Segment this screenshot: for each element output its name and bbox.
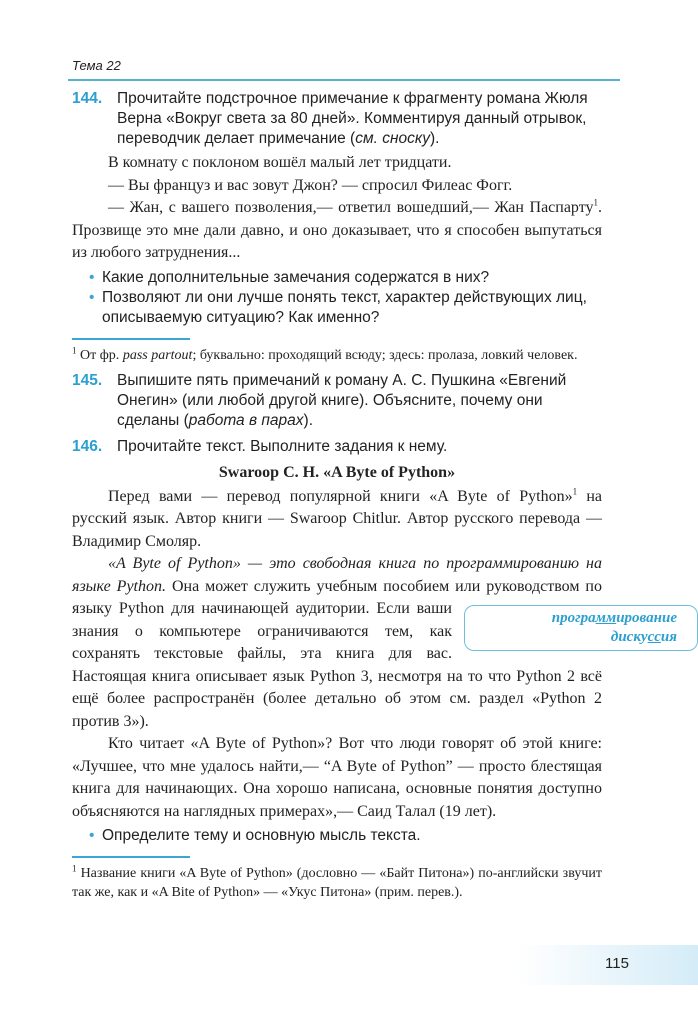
header-divider [68, 79, 620, 81]
task-145 [72, 371, 602, 431]
passage [72, 486, 677, 824]
quote [72, 152, 602, 265]
footnote-divider [72, 856, 190, 858]
text: ). [303, 411, 313, 429]
text: програ [551, 610, 596, 626]
page-number: 115 [605, 955, 629, 972]
task-number: 145. [72, 371, 103, 389]
footnote-divider [72, 338, 190, 340]
text: ия [660, 629, 677, 645]
quote-line [72, 197, 602, 265]
footnote-mark: 1 [72, 863, 77, 874]
quote-line: В комнату с поклоном вошёл малый лет тридцати. [108, 154, 452, 171]
vocabulary-box [464, 605, 698, 651]
footnote [72, 346, 602, 365]
text: Определите тему и основную мысль текста. [102, 827, 421, 844]
text: . Прозвище это мне дали давно, и оно доказывает, что я способен выпутаться из любого затруднения... [72, 199, 602, 261]
page-content [72, 89, 677, 902]
text: диску [610, 629, 648, 645]
task-144-prompt [72, 89, 602, 149]
topic-label: Тема 22 [72, 58, 121, 73]
bullets [72, 268, 602, 328]
text: Выпишите пять примечаний к роману А. С. Пушкина «Евгений Онегин» (или любой другой книге). Объясните, почему они сделаны ( [117, 371, 567, 429]
task-144 [72, 89, 602, 365]
task-text [117, 371, 602, 431]
text: ). [429, 130, 440, 147]
text: Перед вами — перевод популярной книги «A Byte of Python» [108, 487, 573, 505]
paragraph [72, 486, 602, 554]
text-underlined: мм [595, 610, 617, 626]
text-title: Swaroop C. H. «A Byte of Python» [218, 463, 456, 481]
footnote-mark: 1 [72, 344, 77, 355]
task-text [117, 89, 602, 149]
text-em: pass partout [122, 347, 193, 363]
footnote-ref[interactable]: 1 [593, 197, 598, 208]
footnote-ref[interactable]: 1 [572, 486, 578, 497]
vocab-word [485, 609, 677, 628]
task-146-prompt [72, 437, 602, 457]
bullet-item [72, 288, 602, 328]
text: на русский язык. Автор книги — Swaroop Chitlur. Автор русского перевода — Владимир Смоляр. [72, 487, 603, 550]
bullet-icon: • [89, 268, 95, 286]
bullet-item [72, 826, 602, 846]
task-number: 144. [72, 90, 103, 107]
text: Название книги «A Byte of Python» (дословно — «Байт Питона») по-английски звучит так же, как и «A Bite of Python» — «Укус Питона» (прим. перев.). [72, 866, 602, 900]
text: Прочитайте подстрочное примечание к фрагменту романа Жюля Верна «Вокруг света за 80 дней». Комментируя данный отрывок, переводчик делает примечание ( [117, 90, 588, 147]
task-text: Прочитайте текст. Выполните задания к нему. [117, 437, 448, 455]
bullet-icon: • [89, 288, 95, 306]
task-146 [72, 437, 677, 903]
text: Какие дополнительные замечания содержатся в них? [102, 268, 490, 286]
paragraph [72, 553, 677, 733]
text: Она может служить учебным пособием или руководством по языку Python для начинающей аудитории. Если ваши знания о компьютере ограничиваются тем, как сохранять текстовые файлы, эта книга для вас. Настоящая книга описывает язык Python 3, несмотря на то что Python 2 всё ещё более распространён (более детально об этом см. раздел «Python 2 против 3»). [72, 577, 602, 730]
text-em: см. сноску [355, 130, 430, 147]
text: ирование [616, 610, 677, 626]
quote-line: — Вы француз и вас зовут Джон? — спросил Филеас Фогг. [108, 176, 513, 194]
text: Позволяют ли они лучше понять текст, характер действующих лиц, описываемую ситуацию? Как именно? [102, 288, 587, 326]
text-em: «A Byte of Python» — это свободная книга по программированию на языке Python. [72, 555, 602, 595]
paragraph: Кто читает «A Byte of Python»? Вот что люди говорят об этой книге: «Лучшее, что мне удалось найти,— “A Byte of Python” — просто блестящая книга для начинающих. Она хорошо написана, основные понятия доступно объясняются на наглядных примерах»,— Саид Талал (19 лет). [72, 735, 602, 820]
text: — Жан, с вашего позволения,— ответил вошедший,— Жан Паспарту [108, 199, 594, 216]
task-number: 146. [72, 437, 103, 455]
bullet-icon: • [89, 827, 95, 844]
vocab-word [485, 628, 677, 647]
footnote [72, 864, 602, 902]
text-underlined: сс [647, 629, 661, 645]
text: ; буквально: проходящий всюду; здесь: пролаза, ловкий человек. [192, 347, 578, 363]
text-em: работа в парах [188, 411, 304, 429]
bullet-item [72, 268, 602, 288]
task-145-prompt [72, 371, 602, 431]
text: От фр. [76, 347, 123, 363]
